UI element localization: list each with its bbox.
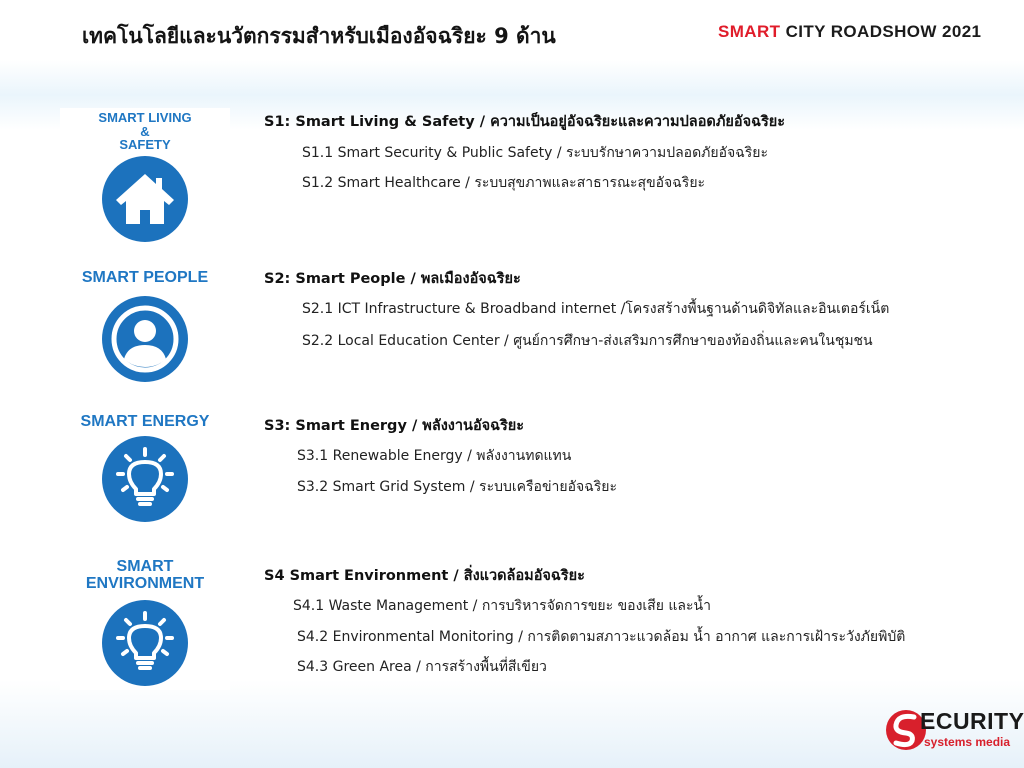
- category-smart-environment: [60, 556, 230, 690]
- category-smart-energy: [60, 406, 230, 536]
- section-item: S4.1 Waste Management / การบริหารจัดการขยะ ของเสีย และน้ำ: [293, 598, 711, 614]
- section-item: S2.1 ICT Infrastructure & Broadband internet /โครงสร้างพื้นฐานด้านดิจิทัลและอินเตอร์เน็ต: [302, 301, 890, 317]
- category-label-line: SMART LIVING: [98, 110, 192, 125]
- section-item: S4.2 Environmental Monitoring / การติดตามสภาวะแวดล้อม น้ำ อากาศ และการเฝ้าระวังภัยพิบัติ: [297, 629, 906, 645]
- section-item: S2.2 Local Education Center / ศูนย์การศึกษา-ส่งเสริมการศึกษาของท้องถิ่นและคนในชุมชน: [302, 333, 873, 349]
- event-brand: [718, 22, 981, 42]
- category-label-line: SMART ENERGY: [80, 413, 210, 430]
- category-smart-living: [60, 108, 230, 248]
- category-label-line: SMART: [116, 558, 174, 575]
- lightbulb-icon: [102, 600, 188, 686]
- section-heading-s4: S4 Smart Environment / สิ่งแวดล้อมอัจฉริยะ: [264, 568, 585, 584]
- logo-sub-text: systems media: [924, 735, 1011, 749]
- brand-word-roadshow: ROADSHOW 2021: [830, 22, 982, 41]
- section-heading-s1: S1: Smart Living & Safety / ความเป็นอยู่อัจฉริยะและความปลอดภัยอัจฉริยะ: [264, 114, 786, 130]
- lightbulb-icon: [102, 436, 188, 522]
- category-label: [60, 414, 230, 431]
- brand-word-smart: SMART: [718, 22, 781, 41]
- category-label: [60, 111, 230, 152]
- section-item: S3.1 Renewable Energy / พลังงานทดแทน: [297, 448, 572, 464]
- section-item: S4.3 Green Area / การสร้างพื้นที่สีเขียว: [297, 659, 547, 675]
- logo-main-text: ECURITY: [920, 708, 1024, 734]
- page-title: เทคโนโลยีและนวัตกรรมสำหรับเมืองอัจฉริยะ 9 ด้าน: [82, 24, 556, 48]
- category-smart-people: [60, 262, 230, 392]
- section-heading-s2: S2: Smart People / พลเมืองอัจฉริยะ: [264, 271, 521, 287]
- security-systems-media-logo: [884, 706, 1024, 754]
- category-label: [60, 559, 230, 593]
- category-label-line: SAFETY: [119, 137, 171, 153]
- category-label-line: &: [140, 123, 150, 139]
- category-label-line: ENVIRONMENT: [85, 574, 205, 592]
- section-item: S1.2 Smart Healthcare / ระบบสุขภาพและสาธารณะสุขอัจฉริยะ: [302, 175, 706, 191]
- person-icon: [102, 296, 188, 382]
- brand-word-city: CITY: [785, 22, 826, 41]
- category-label-line: SMART PEOPLE: [81, 269, 209, 286]
- section-item: S3.2 Smart Grid System / ระบบเครือข่ายอัจฉริยะ: [297, 479, 617, 495]
- category-label: [60, 270, 230, 287]
- house-icon: [102, 156, 188, 242]
- section-item: S1.1 Smart Security & Public Safety / ระบบรักษาความปลอดภัยอัจฉริยะ: [302, 145, 768, 161]
- section-heading-s3: S3: Smart Energy / พลังงานอัจฉริยะ: [264, 418, 525, 434]
